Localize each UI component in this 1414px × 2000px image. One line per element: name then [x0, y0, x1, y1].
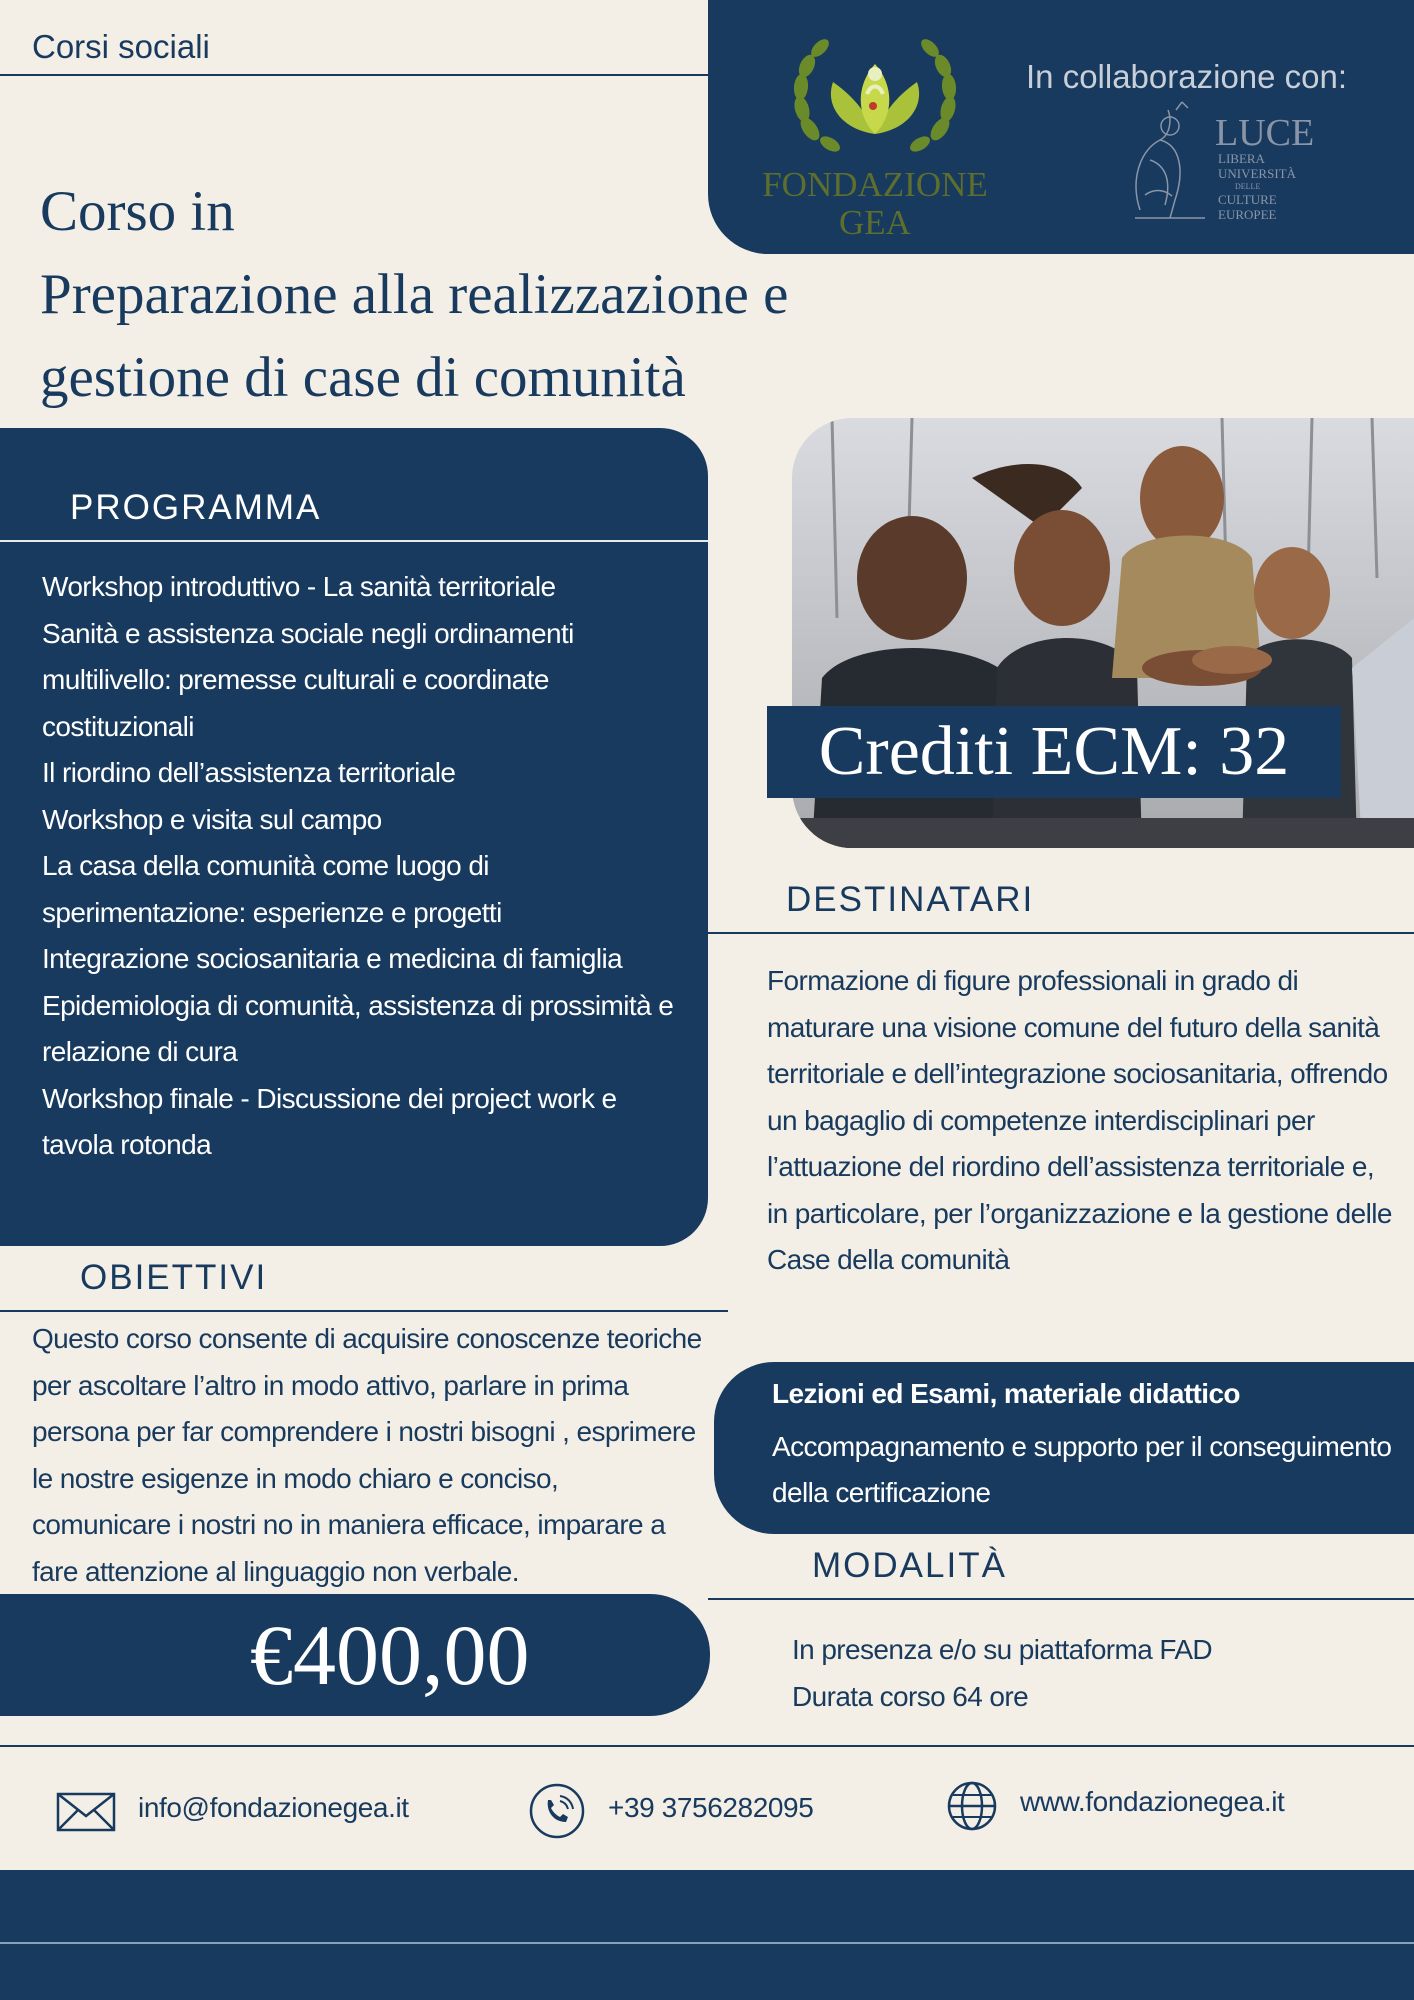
- foundation-name-line1: FONDAZIONE: [762, 165, 988, 204]
- list-item: Epidemiologia di comunità, assistenza di prossimità e relazione di cura: [42, 989, 674, 1067]
- course-title: [40, 170, 860, 419]
- list-item: Integrazione sociosanitaria e medicina di famiglia: [42, 943, 623, 974]
- divider: [0, 74, 708, 76]
- luce-sub-2: UNIVERSITÀ: [1218, 166, 1296, 181]
- laurel-lotus-logo: [745, 34, 1005, 164]
- luce-sub-5: EUROPEE: [1218, 207, 1277, 222]
- modalita-line-1: In presenza e/o su piattaforma FAD: [792, 1634, 1213, 1665]
- collaboration-label: In collaborazione con:: [1026, 58, 1348, 95]
- luce-sub-1: LIBERA: [1218, 151, 1265, 166]
- ecm-credits-label: Crediti ECM: 32: [818, 713, 1290, 790]
- luce-wordmark: LUCE: [1215, 112, 1315, 154]
- title-line-1: Corso in: [40, 180, 235, 243]
- modalita-divider: [708, 1598, 1414, 1600]
- programma-heading: PROGRAMMA: [70, 488, 322, 527]
- destinatari-divider: [708, 932, 1414, 934]
- obiettivi-heading: OBIETTIVI: [80, 1258, 268, 1297]
- website-link[interactable]: www.fondazionegea.it: [1020, 1786, 1285, 1817]
- list-item: La casa della comunità come luogo di sperimentazione: esperienze e progetti: [42, 850, 502, 928]
- title-line-3: gestione di case di comunità: [40, 346, 686, 409]
- footer-band: [0, 1870, 1414, 2000]
- list-item: Workshop introduttivo - La sanità territoriale: [42, 571, 556, 602]
- phone-link[interactable]: +39 3756282095: [608, 1792, 814, 1823]
- email-link[interactable]: info@fondazionegea.it: [138, 1792, 409, 1823]
- luce-partner-logo: [1110, 100, 1330, 225]
- list-item: Workshop e visita sul campo: [42, 803, 382, 835]
- footer-divider: [0, 1942, 1414, 1944]
- list-item: Sanità e assistenza sociale negli ordinamenti multilivello: premesse culturali e coordinate costituzionali: [42, 617, 574, 742]
- obiettivi-text: Questo corso consente di acquisire conoscenze teoriche per ascoltare l’altro in modo attivo, parlare in prima persona per far comprendere i nostri bisogni , esprimere le nostre esigenze in modo chiaro e conciso, comunicare i nostri no in maniera efficace, imparare a fare attenzione al linguaggio non verbale.: [32, 1323, 702, 1587]
- modalita-text: [792, 1626, 1352, 1720]
- programma-list: [42, 564, 682, 1169]
- globe-icon: [946, 1780, 998, 1832]
- modalita-heading: MODALITÀ: [812, 1546, 1007, 1585]
- destinatari-heading: DESTINATARI: [786, 880, 1035, 919]
- luce-statue-logo: [1110, 100, 1330, 225]
- section-label: Corsi sociali: [32, 28, 210, 65]
- luce-sub-3: DELLE: [1235, 182, 1261, 191]
- modalita-line-2: Durata corso 64 ore: [792, 1681, 1029, 1712]
- list-item: Workshop finale - Discussione dei project work e tavola rotonda: [42, 1082, 617, 1160]
- envelope-icon: [56, 1792, 116, 1832]
- foundation-name-line2: GEA: [839, 203, 911, 242]
- programma-divider: [0, 540, 708, 542]
- obiettivi-divider: [0, 1310, 728, 1312]
- list-item: Il riordino dell’assistenza territoriale: [42, 757, 456, 788]
- price-label: €400,00: [250, 1607, 530, 1703]
- luce-sub-4: CULTURE: [1218, 192, 1277, 207]
- title-line-2: Preparazione alla realizzazione e: [40, 263, 789, 326]
- lezioni-title: Lezioni ed Esami, materiale didattico: [772, 1378, 1240, 1409]
- phone-icon: [528, 1782, 586, 1840]
- contacts-divider: [0, 1745, 1414, 1747]
- lezioni-text: Accompagnamento e supporto per il conseguimento della certificazione: [772, 1431, 1392, 1508]
- destinatari-text: Formazione di figure professionali in grado di maturare una visione comune del futuro della sanità territoriale e dell’integrazione sociosanitaria, offrendo un bagaglio di competenze interdisciplinari per l’attuazione del riordino dell’assistenza territoriale e, in particolare, per l’organizzazione e la gestione delle Case della comunità: [767, 965, 1392, 1275]
